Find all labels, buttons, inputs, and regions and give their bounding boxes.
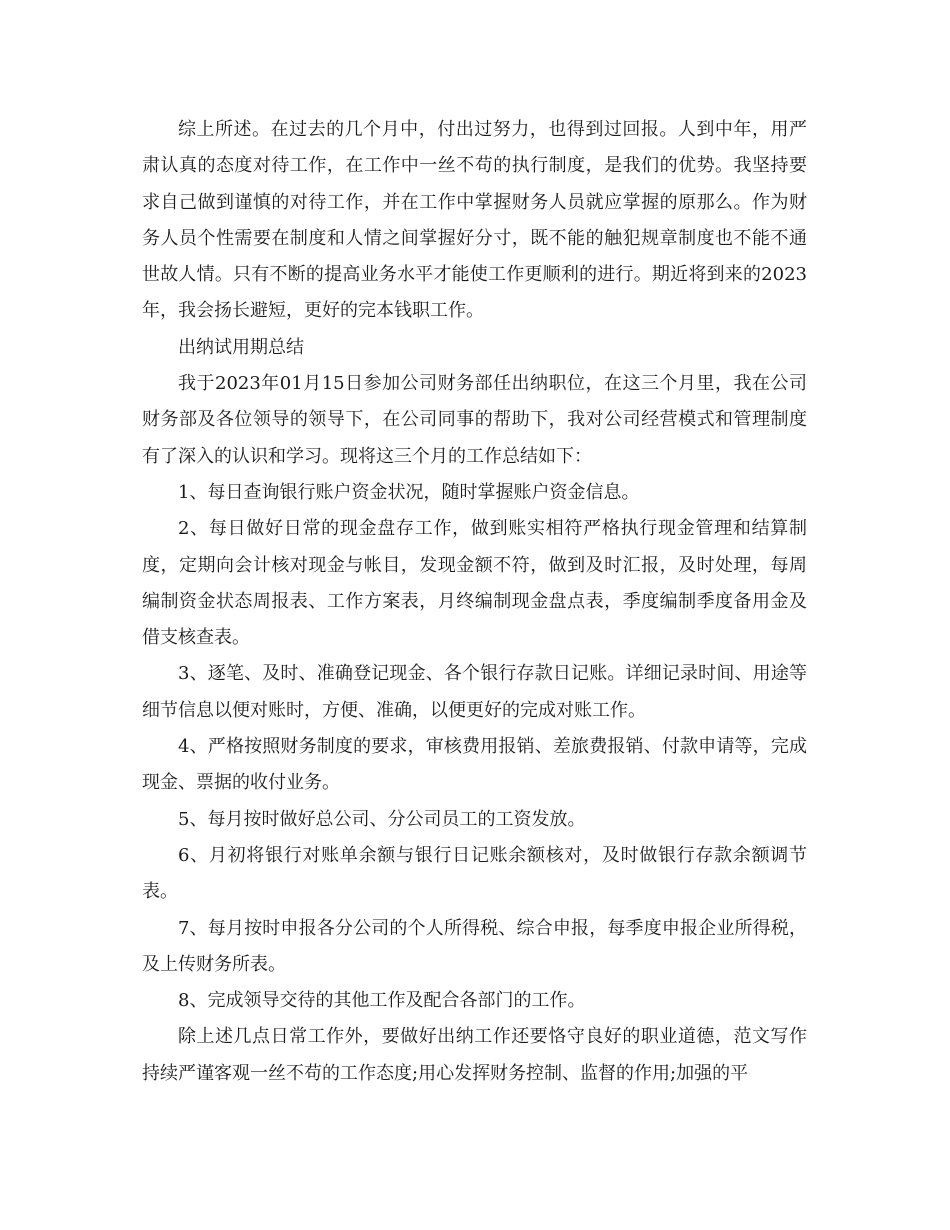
list-item-1: 1、每日查询银行账户资金状况，随时掌握账户资金信息。 [178,481,640,503]
list-item-3: 3、逐笔、及时、准确登记现金、各个银行存款日记账。详细记录时间、用途等细节信息以便对账时，方便、准确，以便更好的完成对账工作。 [142,663,807,721]
list-item-8: 8、完成领导交待的其他工作及配合各部门的工作。 [178,990,586,1012]
list-item-7: 7、每月按时申报各分公司的个人所得税、综合申报，每季度申报企业所得税，及上传财务所表。 [142,917,807,975]
list-item-4: 4、严格按照财务制度的要求，审核费用报销、差旅费报销、付款申请等，完成现金、票据的收付业务。 [142,736,807,794]
list-item-5: 5、每月按时做好总公司、分公司员工的工资发放。 [178,808,586,830]
section-heading: 出纳试用期总结 [178,336,304,358]
paragraph-intro: 我于2023年01月15日参加公司财务部任出纳职位，在这三个月里，我在公司财务部及各位领导的领导下，在公司同事的帮助下，我对公司经营模式和管理制度有了深入的认识和学习。现将这三个月的工作总结如下： [142,373,807,467]
list-item-2: 2、每日做好日常的现金盘存工作，做到账实相符严格执行现金管理和结算制度，定期向会计核对现金与帐目，发现金额不符，做到及时汇报，及时处理，每周编制资金状态周报表、工作方案表，月终编制现金盘点表，季度编制季度备用金及借支核查表。 [142,518,807,649]
paragraph-closing: 除上述几点日常工作外，要做好出纳工作还要恪守良好的职业道德，范文写作持续严谨客观一丝不苟的工作态度;用心发挥财务控制、监督的作用;加强的平 [142,1026,807,1084]
document-body [142,112,807,1092]
paragraph-summary: 综上所述。在过去的几个月中，付出过努力，也得到过回报。人到中年，用严肃认真的态度对待工作，在工作中一丝不苟的执行制度，是我们的优势。我坚持要求自己做到谨慎的对待工作，并在工作中掌握财务人员就应掌握的原那么。作为财务人员个性需要在制度和人情之间掌握好分寸，既不能的触犯规章制度也不能不通世故人情。只有不断的提高业务水平才能使工作更顺利的进行。期近将到来的2023年，我会扬长避短，更好的完本钱职工作。 [142,119,807,322]
list-item-6: 6、月初将银行对账单余额与银行日记账余额核对，及时做银行存款余额调节表。 [142,844,807,903]
